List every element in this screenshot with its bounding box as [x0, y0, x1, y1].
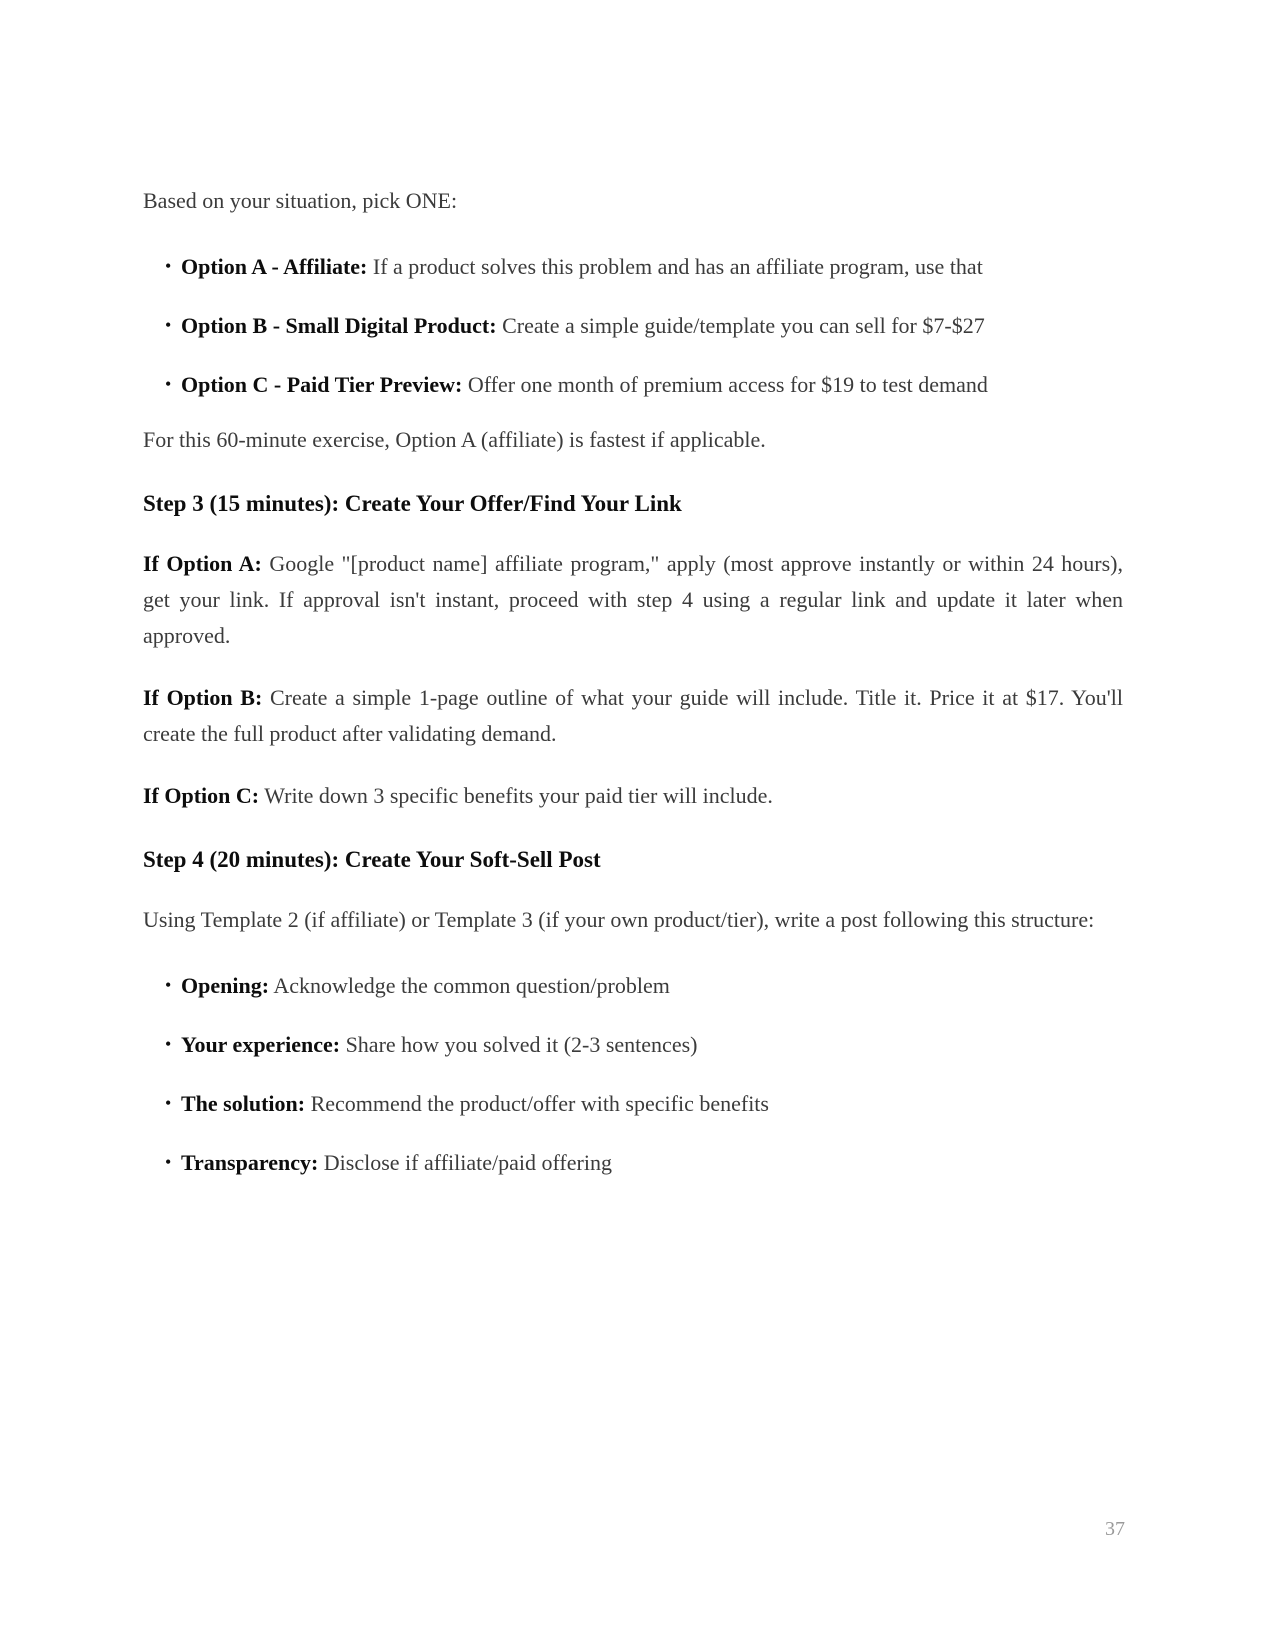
list-item-the-solution [143, 1082, 1123, 1125]
the-solution-label: The solution: [181, 1091, 306, 1116]
bullet-marker: • [165, 1093, 172, 1113]
step4-heading: Step 4 (20 minutes): Create Your Soft-Sell Post [143, 847, 601, 872]
your-experience-label: Your experience: [181, 1032, 341, 1057]
opening-label: Opening: [181, 973, 270, 998]
options-list [143, 245, 1123, 406]
list-item-body [181, 372, 988, 397]
list-item-option-c [143, 363, 1123, 406]
structure-list [143, 964, 1123, 1184]
transparency-text: Disclose if affiliate/paid offering [323, 1150, 612, 1175]
if-option-b-text: Create a simple 1-page outline of what your guide will include. Title it. Price it at $17. You'll create the full product after validating demand. [143, 685, 1123, 746]
list-item-body [181, 313, 985, 338]
if-option-b-paragraph [143, 680, 1123, 752]
note-text: For this 60-minute exercise, Option A (affiliate) is fastest if applicable. [143, 427, 766, 452]
transparency-label: Transparency: [181, 1150, 319, 1175]
list-item-body [181, 1150, 612, 1175]
bullet-marker: • [165, 374, 172, 394]
option-b-text: Create a simple guide/template you can sell for $7-$27 [502, 313, 985, 338]
option-c-text: Offer one month of premium access for $19 to test demand [467, 372, 988, 397]
your-experience-text: Share how you solved it (2-3 sentences) [345, 1032, 698, 1057]
if-option-a-paragraph [143, 546, 1123, 654]
page-number: 37 [1105, 1518, 1125, 1540]
list-item-body [181, 254, 983, 279]
if-option-b-label: If Option B: [143, 685, 263, 710]
list-item-body [181, 973, 670, 998]
bullet-marker: • [165, 256, 172, 276]
list-item-body [181, 1032, 697, 1057]
the-solution-text: Recommend the product/offer with specific benefits [310, 1091, 769, 1116]
if-option-c-text: Write down 3 specific benefits your paid tier will include. [264, 783, 773, 808]
list-item-option-a [143, 245, 1123, 288]
if-option-a-label: If Option A: [143, 551, 262, 576]
option-c-label: Option C - Paid Tier Preview: [181, 372, 463, 397]
step4-intro-paragraph [143, 902, 1123, 938]
step4-intro-text: Using Template 2 (if affiliate) or Template 3 (if your own product/tier), write a post following this structure: [143, 907, 1095, 932]
intro-text: Based on your situation, pick ONE: [143, 188, 458, 213]
bullet-marker: • [165, 1034, 172, 1054]
option-a-label: Option A - Affiliate: [181, 254, 368, 279]
step3-heading: Step 3 (15 minutes): Create Your Offer/Find Your Link [143, 491, 682, 516]
bullet-marker: • [165, 975, 172, 995]
list-item-body [181, 1091, 769, 1116]
opening-text: Acknowledge the common question/problem [273, 973, 670, 998]
if-option-a-text: Google "[product name] affiliate program," apply (most approve instantly or within 24 hours), get your link. If approval isn't instant, proceed with step 4 using a regular link and update it later when approved. [143, 551, 1123, 648]
list-item-your-experience [143, 1023, 1123, 1066]
bullet-marker: • [165, 1152, 172, 1172]
note-paragraph [143, 422, 1123, 458]
if-option-c-paragraph [143, 778, 1123, 814]
list-item-opening [143, 964, 1123, 1007]
list-item-transparency [143, 1141, 1123, 1184]
if-option-c-label: If Option C: [143, 783, 260, 808]
option-a-text: If a product solves this problem and has an affiliate program, use that [372, 254, 983, 279]
list-item-option-b [143, 304, 1123, 347]
intro-paragraph [143, 183, 1123, 219]
bullet-marker: • [165, 315, 172, 335]
option-b-label: Option B - Small Digital Product: [181, 313, 497, 338]
